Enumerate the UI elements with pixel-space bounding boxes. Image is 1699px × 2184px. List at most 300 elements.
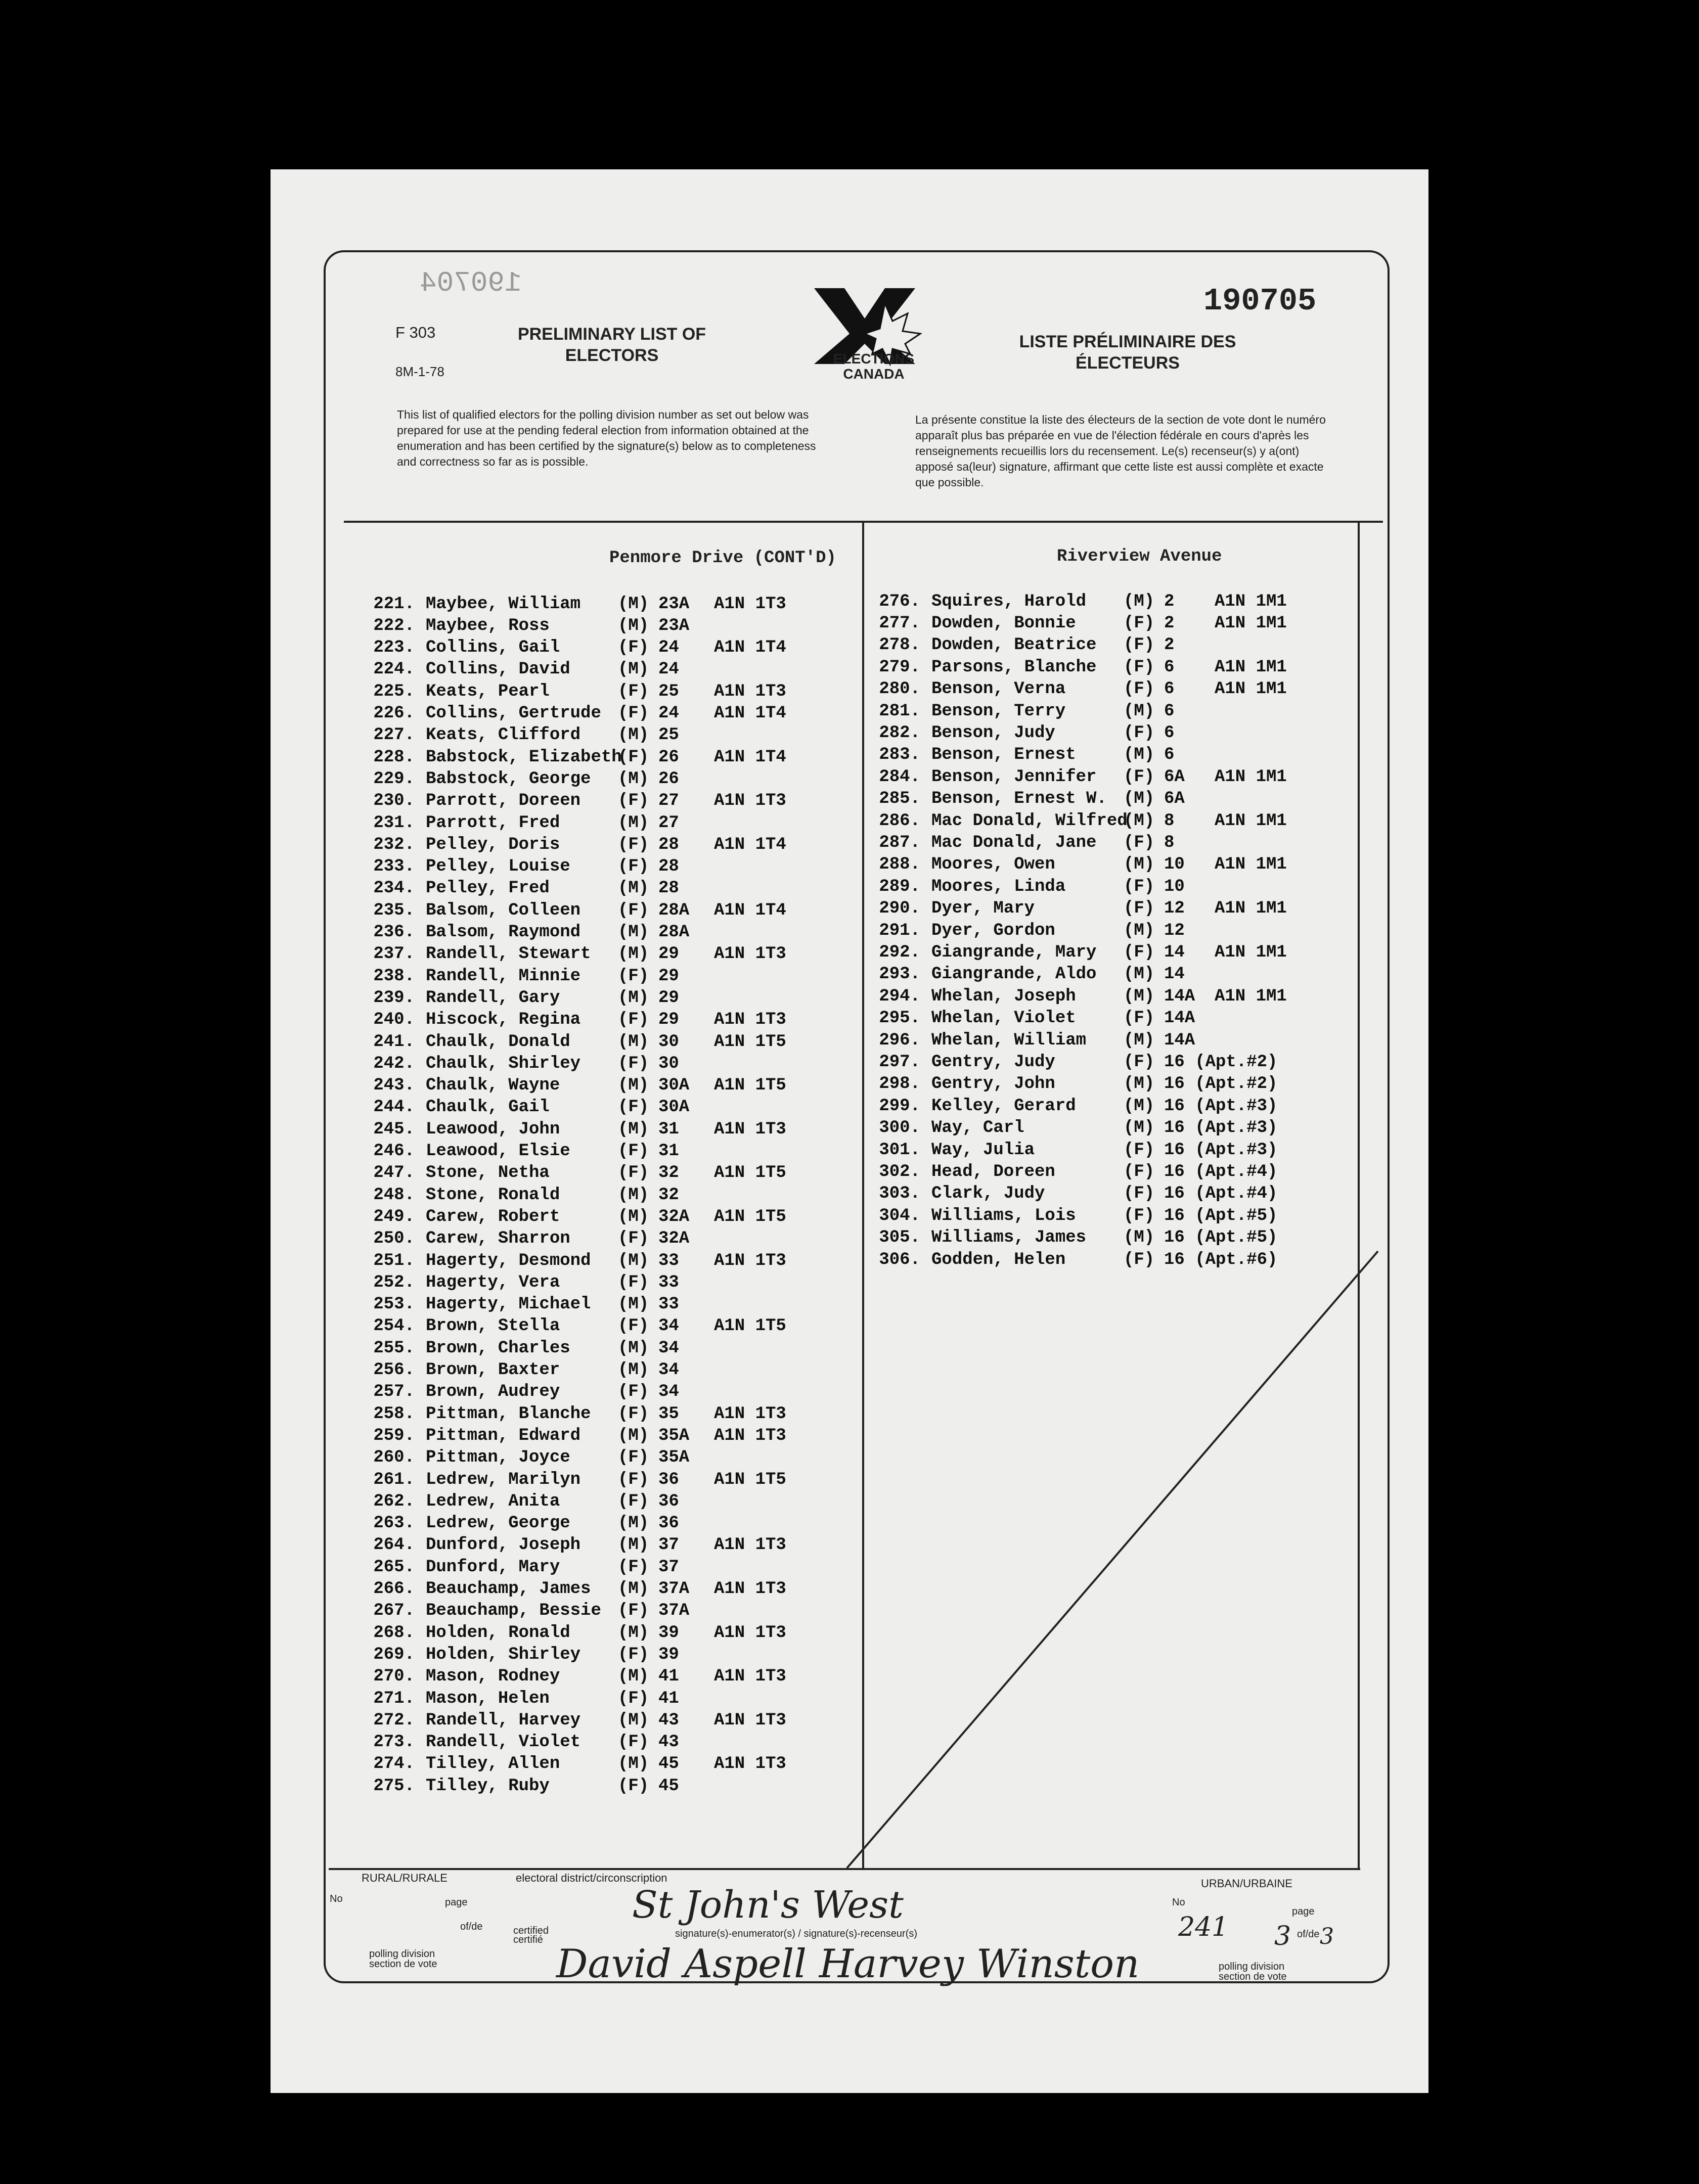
elector-row [369,768,830,790]
elector-name: Pelley, Doris [426,835,560,854]
elector-sex: (F) [618,1733,649,1752]
elector-sex: (M) [1124,1096,1155,1116]
elector-row [369,878,830,899]
elector-name: Ledrew, Anita [426,1491,560,1511]
elector-row [369,1688,830,1709]
elector-number: 299. [879,1096,920,1116]
elector-name: Holden, Shirley [426,1645,581,1664]
elector-house-number: 16 (Apt.#2) [1164,1074,1278,1094]
elector-row [369,1294,830,1315]
elector-sex: (F) [618,1229,649,1249]
elector-row [369,1162,830,1184]
elector-name: Stone, Ronald [426,1185,560,1205]
elector-number: 306. [879,1250,920,1269]
logo-text: ELECTIONS CANADA [833,351,915,382]
elector-house-number: 30 [658,1054,679,1073]
elector-row [369,1009,830,1031]
elector-name: Carew, Sharron [426,1229,570,1249]
elector-row [875,985,1316,1007]
elector-name: Head, Doreen [931,1162,1055,1181]
elector-name: Dyer, Mary [931,899,1035,919]
urban-page-value: 3 [1274,1921,1291,1951]
elector-number: 286. [879,811,920,831]
elector-sex: (F) [1124,1206,1155,1225]
elector-name: Maybee, Ross [426,616,550,635]
urban-of-label: of/de [1297,1929,1320,1940]
elector-house-number: 24 [658,704,679,723]
elector-name: Hagerty, Michael [426,1295,591,1314]
elector-number: 237. [373,944,415,964]
elector-sex: (F) [618,1689,649,1708]
elector-name: Hagerty, Desmond [426,1251,591,1270]
elector-postal-code: A1N 1T3 [714,1623,786,1643]
elector-postal-code: A1N 1T3 [714,1667,786,1687]
elector-number: 278. [879,635,920,655]
elector-row [875,722,1316,744]
elector-name: Carew, Robert [426,1207,560,1226]
rural-no-label: No [330,1893,343,1904]
elector-row [369,1556,830,1578]
elector-postal-code: A1N 1T5 [714,1207,786,1226]
elector-number: 302. [879,1162,920,1181]
elector-house-number: 6 [1164,745,1175,765]
elector-number: 259. [373,1426,415,1445]
rural-polling-label: polling division section de vote [369,1948,437,1970]
elector-row [875,1117,1316,1139]
elector-sex: (M) [618,944,649,964]
serial-number: 190705 [1203,283,1317,319]
elector-name: Leawood, Elsie [426,1142,570,1161]
elector-house-number: 36 [658,1491,679,1511]
elector-name: Babstock, George [426,769,591,789]
elector-name: Maybee, William [426,594,581,614]
elector-number: 263. [373,1514,415,1533]
elector-house-number: 16 (Apt.#5) [1164,1206,1278,1225]
elector-row [875,1161,1316,1182]
elector-number: 239. [373,988,415,1008]
elector-postal-code: A1N 1T3 [714,1010,786,1030]
elector-house-number: 16 (Apt.#2) [1164,1052,1278,1072]
district-handwritten: St John's West [632,1883,904,1927]
elector-number: 246. [373,1142,415,1161]
elector-sex: (F) [1124,1140,1155,1160]
elector-name: Randell, Gary [426,988,560,1008]
elector-postal-code: A1N 1T3 [714,1535,786,1555]
elector-row [875,964,1316,985]
elector-sex: (F) [1124,1052,1155,1072]
elector-name: Benson, Verna [931,679,1066,699]
elector-number: 224. [373,660,415,679]
elector-name: Pelley, Louise [426,857,570,877]
elector-sex: (F) [1124,767,1155,787]
elector-number: 221. [373,594,415,614]
elector-postal-code: A1N 1T4 [714,638,786,658]
elector-postal-code: A1N 1T5 [714,1163,786,1183]
elector-sex: (F) [1124,833,1155,852]
elector-sex: (F) [618,1382,649,1402]
elector-number: 298. [879,1074,920,1094]
elector-number: 292. [879,942,920,962]
elector-sex: (F) [1124,657,1155,677]
enumerator-signatures: David Aspell Harvey Winston [556,1941,1140,1987]
elector-sex: (F) [618,900,649,920]
elector-sex: (F) [1124,942,1155,962]
elector-name: Williams, Lois [931,1206,1076,1225]
elector-house-number: 16 (Apt.#3) [1164,1140,1278,1160]
elector-name: Chaulk, Gail [426,1098,550,1117]
elector-number: 233. [373,857,415,877]
elector-sex: (M) [1124,1118,1155,1138]
elector-row [875,590,1316,612]
elector-name: Williams, James [931,1228,1087,1248]
elector-number: 232. [373,835,415,854]
elector-sex: (M) [618,1032,649,1052]
elector-number: 254. [373,1316,415,1336]
elector-number: 229. [373,769,415,789]
elector-sex: (M) [618,1251,649,1270]
certified-label: certified certifié [513,1925,549,1945]
intro-french: La présente constitue la liste des électeurs de la section de vote dont le numéro apparaît plus bas préparée en vue de l'élection fédérale en cours d'après les renseignements recueillis lors du recensement. Le(s) recenseur(s) y a(ont) apposé sa(leur) signature, affirmant que cette liste est aussi complète et exacte que possible. [915,413,1326,489]
elector-sex: (M) [618,769,649,789]
elector-name: Balsom, Colleen [426,900,581,920]
elector-sex: (F) [618,1054,649,1073]
elector-row [369,1775,830,1797]
elector-house-number: 31 [658,1119,679,1139]
elector-row [369,746,830,768]
elector-house-number: 37 [658,1535,679,1555]
elector-number: 269. [373,1645,415,1664]
elector-house-number: 16 (Apt.#4) [1164,1184,1278,1204]
elector-name: Mason, Rodney [426,1667,560,1687]
elector-name: Pittman, Edward [426,1426,581,1445]
elector-name: Randell, Stewart [426,944,591,964]
elector-name: Balsom, Raymond [426,923,581,942]
elector-number: 287. [879,833,920,852]
elector-row [875,898,1316,920]
elector-house-number: 37A [658,1601,690,1621]
elector-number: 238. [373,966,415,986]
elector-sex: (M) [618,1623,649,1643]
elector-name: Gentry, Judy [931,1052,1055,1072]
elector-sex: (F) [618,1645,649,1664]
elector-row [369,680,830,702]
elector-name: Dowden, Beatrice [931,635,1097,655]
elector-number: 228. [373,747,415,767]
elector-sex: (M) [1124,855,1155,875]
elector-house-number: 29 [658,966,679,986]
elector-number: 272. [373,1710,415,1730]
elector-name: Mac Donald, Wilfred [931,811,1128,831]
elector-sex: (M) [618,1579,649,1599]
elector-sex: (F) [618,857,649,877]
elector-house-number: 28 [658,879,679,898]
elector-sex: (F) [618,1010,649,1030]
elector-name: Brown, Stella [426,1316,560,1336]
elector-row [875,1008,1316,1029]
elector-number: 226. [373,704,415,723]
elector-number: 301. [879,1140,920,1160]
elector-sex: (M) [618,725,649,745]
elector-number: 265. [373,1557,415,1577]
elector-postal-code: A1N 1T3 [714,1754,786,1774]
elector-house-number: 37A [658,1579,690,1599]
elector-name: Mason, Helen [426,1689,550,1708]
elector-sex: (M) [618,594,649,614]
elector-sex: (F) [618,1142,649,1161]
elector-sex: (F) [618,638,649,658]
elector-house-number: 6 [1164,657,1175,677]
elector-sex: (M) [1124,592,1155,611]
elector-house-number: 32 [658,1185,679,1205]
elector-postal-code: A1N 1M1 [1215,899,1287,919]
elector-row [369,856,830,878]
elector-number: 240. [373,1010,415,1030]
elector-row [369,1184,830,1206]
elector-name: Collins, Gail [426,638,560,658]
elector-row [369,1141,830,1162]
elector-name: Pelley, Fred [426,879,550,898]
elector-row [369,1118,830,1140]
elector-sex: (M) [618,1514,649,1533]
right-street-heading: Riverview Avenue [1057,547,1222,566]
elector-sex: (F) [1124,899,1155,919]
elector-house-number: 14 [1164,942,1185,962]
elector-row [875,854,1316,876]
elector-name: Mac Donald, Jane [931,833,1097,852]
elector-number: 285. [879,789,920,809]
elector-house-number: 33 [658,1295,679,1314]
title-french: LISTE PRÉLIMINAIRE DES ÉLECTEURS [1019,332,1236,373]
elector-postal-code: A1N 1T3 [714,1119,786,1139]
elector-row [369,1753,830,1775]
elector-row [369,1513,830,1534]
elector-number: 249. [373,1207,415,1226]
elector-sex: (F) [618,704,649,723]
elector-sex: (F) [618,747,649,767]
elector-name: Parrott, Doreen [426,791,581,811]
elector-sex: (M) [1124,811,1155,831]
elector-name: Giangrande, Mary [931,942,1097,962]
elector-house-number: 29 [658,1010,679,1030]
elector-sex: (M) [618,1119,649,1139]
elector-house-number: 30A [658,1098,690,1117]
elector-house-number: 14A [1164,986,1195,1006]
elector-row [875,876,1316,897]
elector-row [369,1359,830,1381]
elector-postal-code: A1N 1T3 [714,1426,786,1445]
elector-house-number: 24 [658,638,679,658]
elector-row [875,788,1316,810]
elector-sex: (M) [618,1207,649,1226]
elector-house-number: 10 [1164,855,1185,875]
elector-house-number: 37 [658,1557,679,1577]
elector-house-number: 6 [1164,701,1175,721]
elector-house-number: 45 [658,1754,679,1774]
elector-postal-code: A1N 1T4 [714,704,786,723]
elector-number: 270. [373,1667,415,1687]
elector-row [875,1249,1316,1270]
elector-postal-code: A1N 1T3 [714,791,786,811]
elector-house-number: 34 [658,1338,679,1358]
elector-row [369,834,830,855]
elector-number: 281. [879,701,920,721]
elector-number: 305. [879,1228,920,1248]
elector-number: 268. [373,1623,415,1643]
elector-number: 247. [373,1163,415,1183]
elector-row [875,744,1316,766]
elector-house-number: 35A [658,1426,690,1445]
elector-name: Tilley, Allen [426,1754,560,1774]
elector-sex: (F) [618,791,649,811]
elector-number: 236. [373,923,415,942]
elector-name: Collins, Gertrude [426,704,601,723]
elector-name: Brown, Audrey [426,1382,560,1402]
elector-house-number: 14A [1164,1009,1195,1028]
elector-row [369,1403,830,1425]
elector-sex: (F) [618,681,649,701]
elector-row [875,1205,1316,1226]
elector-number: 266. [373,1579,415,1599]
elector-number: 231. [373,813,415,833]
elector-number: 261. [373,1470,415,1489]
elector-name: Ledrew, George [426,1514,570,1533]
faded-serial-number: 190704 [420,267,522,299]
elector-name: Chaulk, Shirley [426,1054,581,1073]
elector-number: 275. [373,1776,415,1796]
elector-house-number: 36 [658,1514,679,1533]
elector-row [875,612,1316,634]
elector-row [369,1075,830,1097]
elector-postal-code: A1N 1T3 [714,1710,786,1730]
elector-name: Clark, Judy [931,1184,1045,1204]
elector-sex: (F) [618,1448,649,1468]
elector-postal-code: A1N 1T3 [714,1404,786,1424]
elector-sex: (F) [1124,613,1155,633]
elector-sex: (F) [618,1316,649,1336]
elector-house-number: 28 [658,857,679,877]
elector-row [369,1206,830,1227]
elector-name: Benson, Jennifer [931,767,1097,787]
elector-row [369,1709,830,1731]
district-label: electoral district/circonscription [516,1872,667,1884]
elector-name: Beauchamp, Bessie [426,1601,601,1621]
elector-sex: (F) [618,1557,649,1577]
elector-house-number: 43 [658,1733,679,1752]
elector-sex: (M) [618,879,649,898]
elector-row [369,899,830,921]
elector-sex: (M) [618,1426,649,1445]
elector-postal-code: A1N 1M1 [1215,679,1287,699]
elector-row [875,810,1316,832]
elector-postal-code: A1N 1T3 [714,594,786,614]
elector-house-number: 33 [658,1251,679,1270]
elector-postal-code: A1N 1T3 [714,681,786,701]
elector-number: 248. [373,1185,415,1205]
elector-sex: (M) [618,616,649,635]
elector-row [369,724,830,746]
elector-sex: (M) [618,1338,649,1358]
elector-row [369,593,830,615]
elector-house-number: 10 [1164,877,1185,896]
elector-sex: (F) [618,1163,649,1183]
elector-name: Chaulk, Wayne [426,1076,560,1096]
elector-number: 225. [373,681,415,701]
elector-house-number: 41 [658,1689,679,1708]
elector-name: Whelan, William [931,1030,1087,1050]
elector-number: 253. [373,1295,415,1314]
elector-name: Parrott, Fred [426,813,560,833]
elector-row [875,1029,1316,1051]
elector-row [369,1228,830,1250]
elector-number: 283. [879,745,920,765]
elector-postal-code: A1N 1M1 [1215,811,1287,831]
elector-sex: (F) [618,835,649,854]
elector-number: 244. [373,1098,415,1117]
elector-name: Kelley, Gerard [931,1096,1076,1116]
elector-house-number: 8 [1164,833,1175,852]
elector-sex: (F) [1124,877,1155,896]
elector-name: Tilley, Ruby [426,1776,550,1796]
elector-house-number: 6 [1164,723,1175,743]
elector-number: 251. [373,1251,415,1270]
elector-postal-code: A1N 1T5 [714,1470,786,1489]
elector-house-number: 26 [658,747,679,767]
elector-house-number: 34 [658,1360,679,1380]
elector-sex: (M) [618,1535,649,1555]
elector-number: 227. [373,725,415,745]
elector-sex: (M) [618,1295,649,1314]
elector-name: Squires, Harold [931,592,1087,611]
elector-sex: (F) [1124,679,1155,699]
elector-row [369,1490,830,1512]
elector-sex: (F) [618,1404,649,1424]
elector-house-number: 45 [658,1776,679,1796]
elector-house-number: 31 [658,1142,679,1161]
elector-row [369,1053,830,1074]
elector-number: 304. [879,1206,920,1225]
elector-house-number: 32A [658,1207,690,1226]
elector-house-number: 43 [658,1710,679,1730]
elector-number: 276. [879,592,920,611]
elector-number: 252. [373,1272,415,1292]
elector-house-number: 36 [658,1470,679,1489]
elector-number: 264. [373,1535,415,1555]
elector-name: Collins, David [426,660,570,679]
elector-postal-code: A1N 1T3 [714,1579,786,1599]
elector-sex: (M) [618,1360,649,1380]
elector-postal-code: A1N 1M1 [1215,592,1287,611]
elector-number: 290. [879,899,920,919]
elector-name: Benson, Judy [931,723,1055,743]
elector-sex: (M) [618,988,649,1008]
elector-postal-code: A1N 1M1 [1215,942,1287,962]
elector-house-number: 34 [658,1382,679,1402]
elector-name: Keats, Clifford [426,725,581,745]
form-date: 8M-1-78 [395,364,444,379]
elector-house-number: 28A [658,923,690,942]
elector-number: 262. [373,1491,415,1511]
elector-name: Randell, Harvey [426,1710,581,1730]
elector-sex: (F) [618,966,649,986]
elector-sex: (M) [1124,1074,1155,1094]
elector-row [369,1469,830,1490]
elector-name: Gentry, John [931,1074,1055,1094]
elector-sex: (M) [1124,701,1155,721]
elector-house-number: 16 (Apt.#3) [1164,1096,1278,1116]
elector-name: Giangrande, Aldo [931,965,1097,984]
elector-name: Brown, Baxter [426,1360,560,1380]
elector-row [875,920,1316,941]
